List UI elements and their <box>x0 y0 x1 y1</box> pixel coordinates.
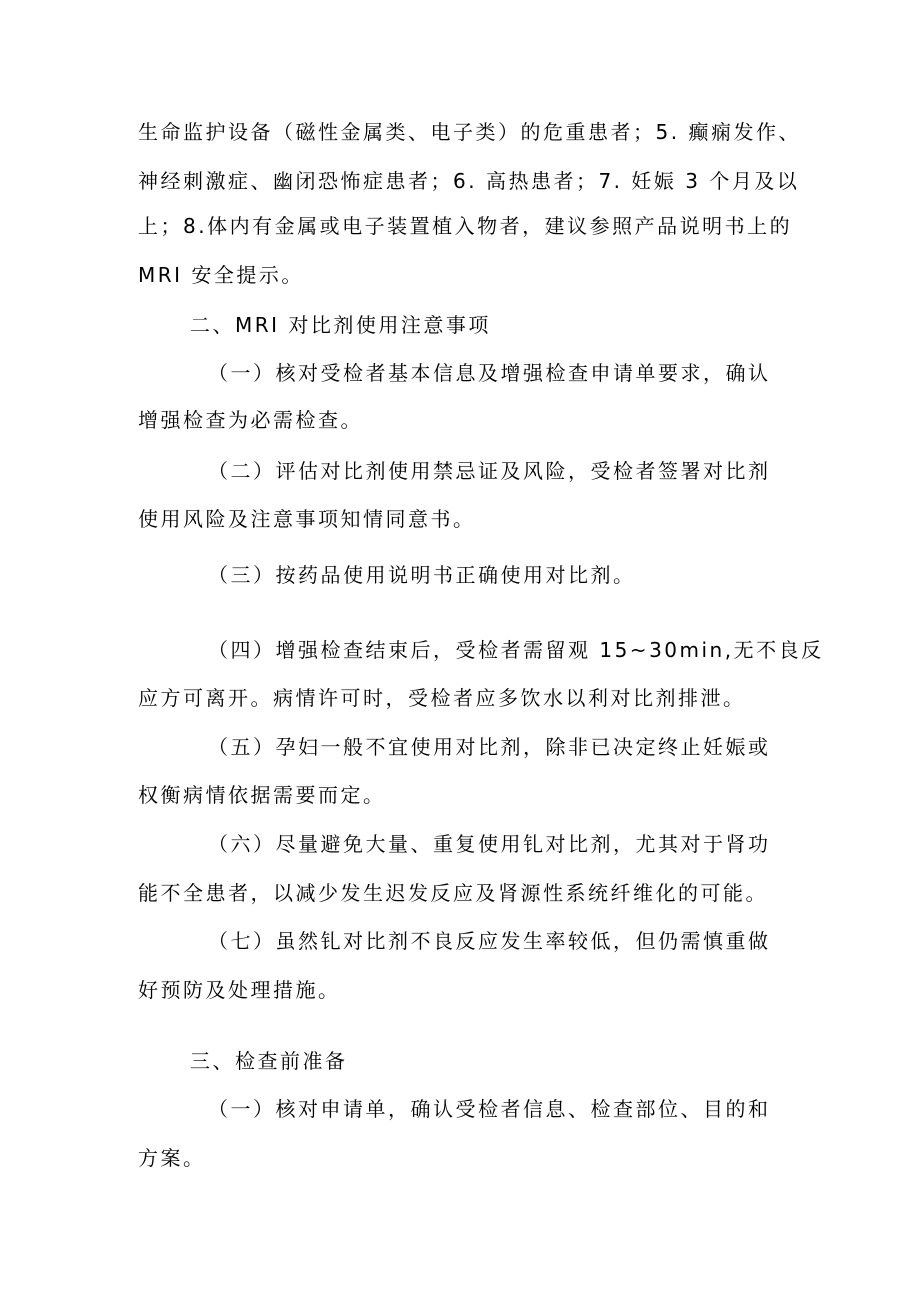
item-5-line-2: 权衡病情依据需要而定。 <box>138 783 386 807</box>
item-7-line-1: （七）虽然钆对比剂不良反应发生率较低，但仍需慎重做 <box>208 929 771 953</box>
item-5-line-1: （五）孕妇一般不宜使用对比剂，除非已决定终止妊娠或 <box>208 735 771 759</box>
item-6-line-1: （六）尽量避免大量、重复使用钆对比剂，尤其对于肾功 <box>208 832 771 856</box>
item-2-line-2: 使用风险及注意事项知情同意书。 <box>138 507 476 531</box>
item-3-line-1: （三）按药品使用说明书正确使用对比剂。 <box>208 563 636 587</box>
item-2-line-1: （二）评估对比剂使用禁忌证及风险，受检者签署对比剂 <box>208 459 771 483</box>
item-7-line-2: 好预防及处理措施。 <box>138 978 341 1002</box>
prep-item-1-line-1: （一）核对申请单，确认受检者信息、检查部位、目的和 <box>208 1097 771 1121</box>
item-6-line-2: 能不全患者，以减少发生迟发反应及肾源性系统纤维化的可能。 <box>138 881 768 905</box>
paragraph-1-line-3: 上；8.体内有金属或电子装置植入物者，建议参照产品说明书上的 <box>138 214 793 238</box>
paragraph-1-line-2: 神经刺激症、幽闭恐怖症患者；6. 高热患者；7. 妊娠 3 个月及以 <box>138 169 800 193</box>
item-1-line-1: （一）核对受检者基本信息及增强检查申请单要求，确认 <box>208 361 771 385</box>
item-4-line-2: 应方可离开。病情许可时，受检者应多饮水以利对比剂排泄。 <box>138 686 746 710</box>
paragraph-1-line-4: MRI 安全提示。 <box>138 263 304 287</box>
paragraph-1-line-1: 生命监护设备（磁性金属类、电子类）的危重患者；5. 癫痫发作、 <box>138 120 801 144</box>
section-heading-2: 二、MRI 对比剂使用注意事项 <box>190 313 491 337</box>
item-4-line-1: （四）增强检查结束后，受检者需留观 15~30min,无不良反 <box>208 638 824 662</box>
item-1-line-2: 增强检查为必需检查。 <box>138 408 363 432</box>
section-heading-3: 三、检查前准备 <box>190 1049 348 1073</box>
prep-item-1-line-2: 方案。 <box>138 1146 206 1170</box>
